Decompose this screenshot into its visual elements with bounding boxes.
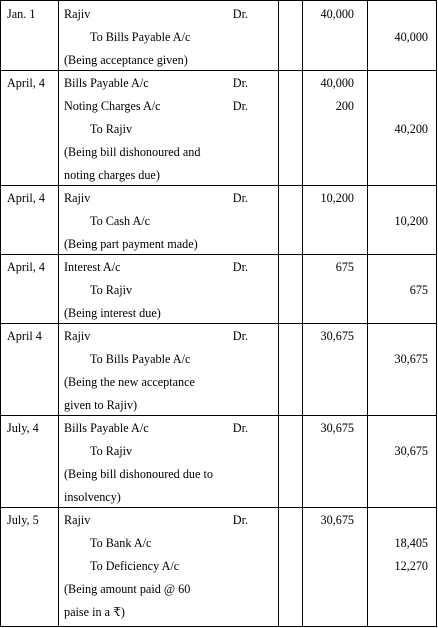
entry-separator (1, 323, 436, 324)
credit-amount: 10,200 (394, 214, 428, 228)
particulars-text: To Rajiv (90, 283, 133, 297)
particulars-text: Rajiv (64, 329, 91, 343)
debit-marker: Dr. (232, 513, 248, 527)
credit-amount: 12,270 (394, 559, 428, 573)
particulars-text: To Rajiv (90, 444, 133, 458)
entry-date: April, 4 (7, 76, 45, 90)
entry-date: July, 4 (7, 421, 39, 435)
particulars-text: To Cash A/c (90, 214, 151, 228)
entry-separator (1, 254, 436, 255)
particulars-text: noting charges due) (64, 168, 160, 182)
particulars-text: given to Rajiv) (64, 398, 138, 412)
debit-amount: 675 (335, 260, 354, 274)
credit-amount: 40,000 (394, 30, 428, 44)
debit-marker: Dr. (232, 76, 248, 90)
debit-marker: Dr. (232, 191, 248, 205)
debit-amount: 200 (335, 99, 354, 113)
credit-amount: 18,405 (394, 536, 428, 550)
particulars-text: Bills Payable A/c (64, 76, 149, 90)
particulars-text: Bills Payable A/c (64, 421, 149, 435)
debit-amount: 30,675 (320, 513, 354, 527)
particulars-text: Interest A/c (64, 260, 121, 274)
particulars-text: (Being part payment made) (64, 237, 198, 251)
column-divider-3 (302, 1, 303, 626)
particulars-text: Noting Charges A/c (64, 99, 161, 113)
entry-date: April 4 (7, 329, 42, 343)
column-divider-4 (367, 1, 368, 626)
particulars-text: insolvency) (64, 490, 121, 504)
entry-separator (1, 507, 436, 508)
particulars-text: (Being acceptance given) (64, 53, 188, 67)
column-divider-2 (278, 1, 279, 626)
particulars-text: (Being the new acceptance (64, 375, 195, 389)
particulars-text: (Being interest due) (64, 306, 161, 320)
particulars-text: To Bills Payable A/c (90, 352, 191, 366)
column-divider-1 (58, 1, 59, 626)
particulars-text: Rajiv (64, 7, 91, 21)
particulars-text: Rajiv (64, 513, 91, 527)
entry-separator (1, 415, 436, 416)
debit-marker: Dr. (232, 421, 248, 435)
debit-amount: 30,675 (320, 329, 354, 343)
debit-amount: 40,000 (320, 7, 354, 21)
particulars-text: (Being bill dishonoured and (64, 145, 201, 159)
particulars-text: Rajiv (64, 191, 91, 205)
debit-marker: Dr. (232, 260, 248, 274)
entry-date: April, 4 (7, 191, 45, 205)
debit-amount: 30,675 (320, 421, 354, 435)
particulars-text: To Bank A/c (90, 536, 152, 550)
particulars-text: paise in a ₹) (64, 605, 125, 619)
credit-amount: 30,675 (394, 444, 428, 458)
debit-amount: 10,200 (320, 191, 354, 205)
entry-date: July, 5 (7, 513, 39, 527)
particulars-text: To Deficiency A/c (90, 559, 180, 573)
particulars-text: (Being bill dishonoured due to (64, 467, 213, 481)
debit-amount: 40,000 (320, 76, 354, 90)
credit-amount: 675 (409, 283, 428, 297)
particulars-text: To Bills Payable A/c (90, 30, 191, 44)
particulars-text: To Rajiv (90, 122, 133, 136)
particulars-text: (Being amount paid @ 60 (64, 582, 191, 596)
credit-amount: 30,675 (394, 352, 428, 366)
entry-separator (1, 70, 436, 71)
entry-date: April, 4 (7, 260, 45, 274)
debit-marker: Dr. (232, 7, 248, 21)
debit-marker: Dr. (232, 329, 248, 343)
credit-amount: 40,200 (394, 122, 428, 136)
entry-date: Jan. 1 (7, 7, 36, 21)
entry-separator (1, 185, 436, 186)
debit-marker: Dr. (232, 99, 248, 113)
